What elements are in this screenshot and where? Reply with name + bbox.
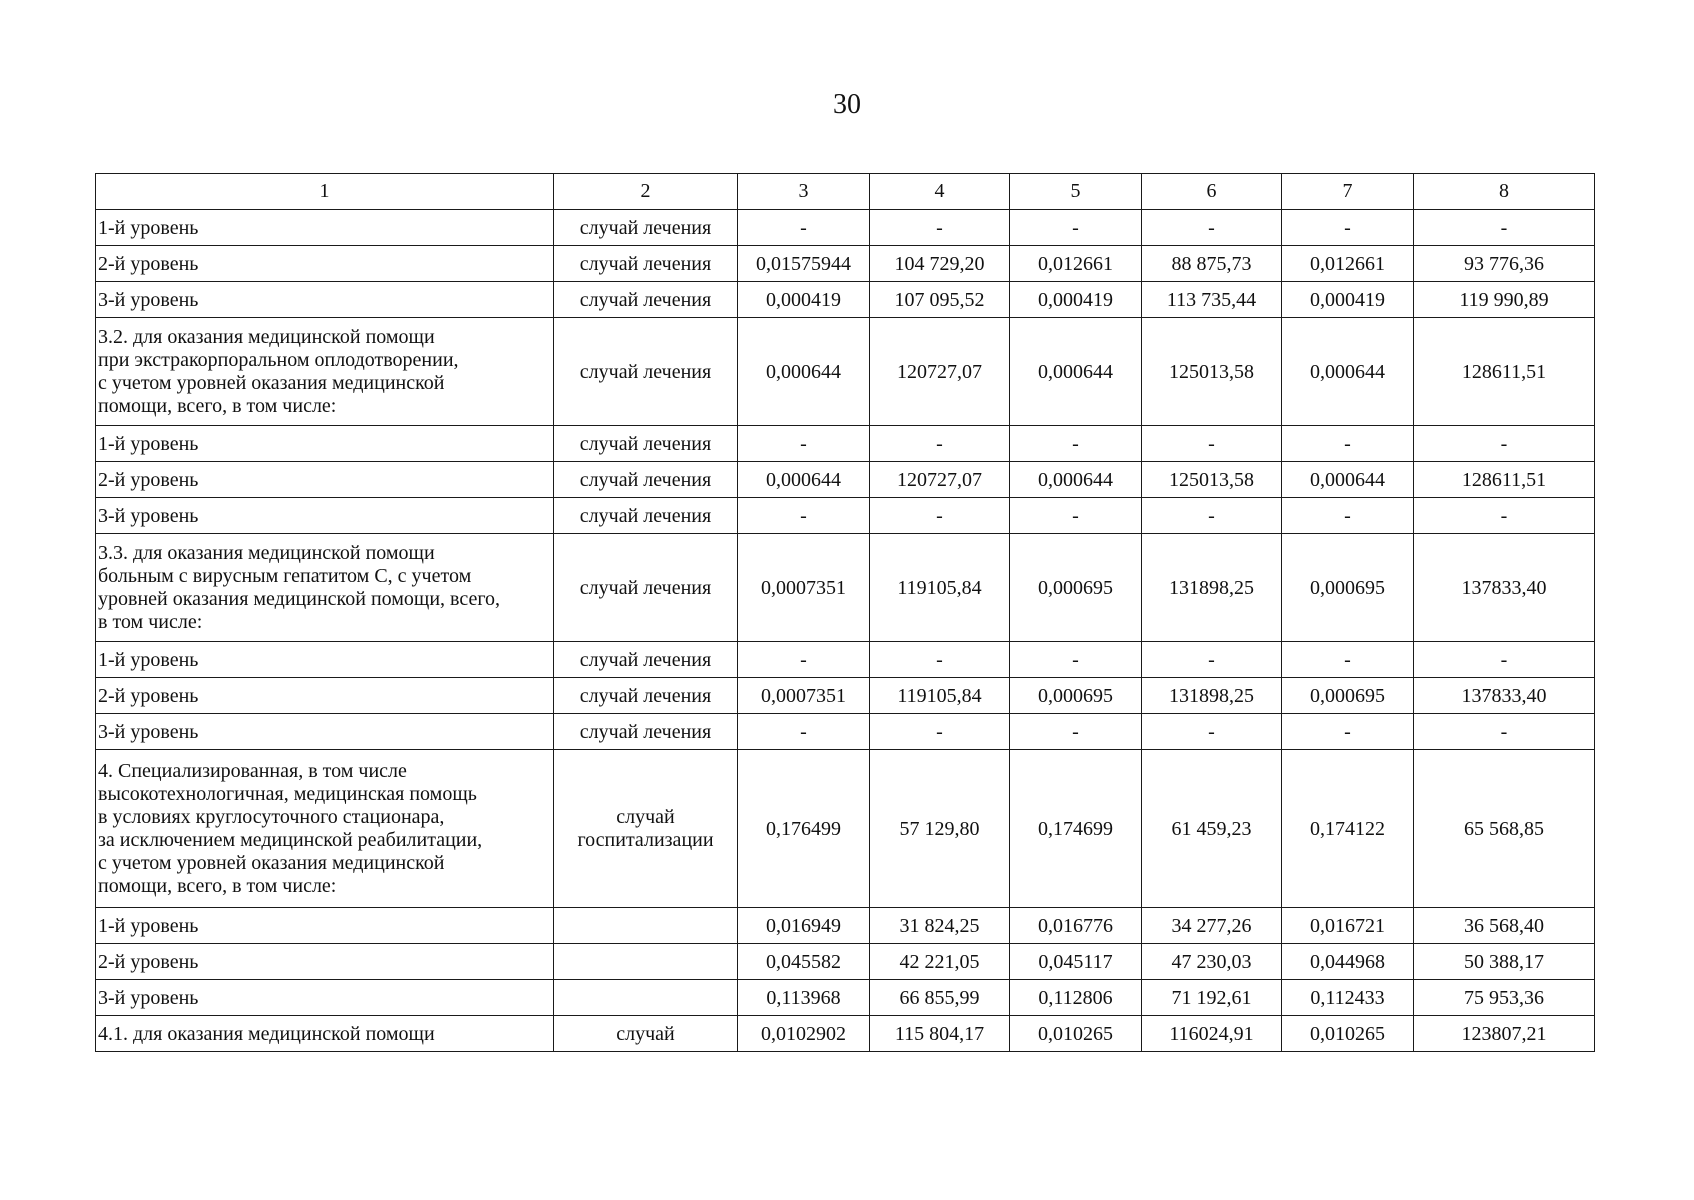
unit-cell: случай лечения xyxy=(554,534,738,642)
value-cell-col-7: 0,016721 xyxy=(1282,908,1414,944)
value-cell-col-5: - xyxy=(1010,210,1142,246)
value-cell-col-5: - xyxy=(1010,498,1142,534)
value-cell-col-3: 0,0007351 xyxy=(738,534,870,642)
value-cell-col-8: 93 776,36 xyxy=(1414,246,1595,282)
value-cell-col-6: - xyxy=(1142,642,1282,678)
header-cell-1: 1 xyxy=(96,174,554,210)
row-label-cell: 1-й уровень xyxy=(96,908,554,944)
value-cell-col-5: 0,112806 xyxy=(1010,980,1142,1016)
table-row xyxy=(96,908,1595,944)
value-cell-col-5: 0,010265 xyxy=(1010,1016,1142,1052)
unit-cell: случай лечения xyxy=(554,210,738,246)
table-row xyxy=(96,462,1595,498)
value-cell-col-6: - xyxy=(1142,714,1282,750)
header-cell-8: 8 xyxy=(1414,174,1595,210)
row-label-cell: 3-й уровень xyxy=(96,282,554,318)
value-cell-col-8: 128611,51 xyxy=(1414,318,1595,426)
header-cell-5: 5 xyxy=(1010,174,1142,210)
value-cell-col-3: 0,000644 xyxy=(738,462,870,498)
value-cell-col-7: 0,044968 xyxy=(1282,944,1414,980)
unit-cell: случай лечения xyxy=(554,318,738,426)
table-row xyxy=(96,750,1595,908)
value-cell-col-6: 125013,58 xyxy=(1142,318,1282,426)
value-cell-col-3: - xyxy=(738,714,870,750)
header-cell-3: 3 xyxy=(738,174,870,210)
value-cell-col-5: 0,012661 xyxy=(1010,246,1142,282)
table-row xyxy=(96,498,1595,534)
row-label-cell: 3-й уровень xyxy=(96,980,554,1016)
header-cell-2: 2 xyxy=(554,174,738,210)
value-cell-col-6: - xyxy=(1142,210,1282,246)
table-row xyxy=(96,318,1595,426)
value-cell-col-7: 0,012661 xyxy=(1282,246,1414,282)
row-label-cell: 3-й уровень xyxy=(96,714,554,750)
unit-cell: случай лечения xyxy=(554,282,738,318)
value-cell-col-7: - xyxy=(1282,210,1414,246)
value-cell-col-7: - xyxy=(1282,498,1414,534)
value-cell-col-6: 125013,58 xyxy=(1142,462,1282,498)
row-label-cell: 3.3. для оказания медицинской помощи больным с вирусным гепатитом С, с учетом уровней оказания медицинской помощи, всего, в том числе: xyxy=(96,534,554,642)
value-cell-col-8: - xyxy=(1414,426,1595,462)
value-cell-col-7: - xyxy=(1282,642,1414,678)
value-cell-col-3: 0,0102902 xyxy=(738,1016,870,1052)
value-cell-col-8: 75 953,36 xyxy=(1414,980,1595,1016)
value-cell-col-4: 42 221,05 xyxy=(870,944,1010,980)
unit-cell xyxy=(554,944,738,980)
value-cell-col-7: 0,000695 xyxy=(1282,678,1414,714)
value-cell-col-3: 0,000419 xyxy=(738,282,870,318)
row-label-cell: 2-й уровень xyxy=(96,246,554,282)
row-label-cell: 1-й уровень xyxy=(96,210,554,246)
value-cell-col-6: 61 459,23 xyxy=(1142,750,1282,908)
value-cell-col-3: 0,000644 xyxy=(738,318,870,426)
table-row xyxy=(96,642,1595,678)
value-cell-col-4: 31 824,25 xyxy=(870,908,1010,944)
value-cell-col-3: 0,016949 xyxy=(738,908,870,944)
value-cell-col-4: 115 804,17 xyxy=(870,1016,1010,1052)
value-cell-col-7: 0,000419 xyxy=(1282,282,1414,318)
value-cell-col-6: 88 875,73 xyxy=(1142,246,1282,282)
value-cell-col-6: - xyxy=(1142,426,1282,462)
value-cell-col-8: - xyxy=(1414,498,1595,534)
value-cell-col-6: 113 735,44 xyxy=(1142,282,1282,318)
table-row xyxy=(96,980,1595,1016)
unit-cell: случай госпитализации xyxy=(554,750,738,908)
value-cell-col-5: - xyxy=(1010,642,1142,678)
value-cell-col-6: - xyxy=(1142,498,1282,534)
value-cell-col-8: - xyxy=(1414,210,1595,246)
value-cell-col-3: - xyxy=(738,426,870,462)
table-row xyxy=(96,246,1595,282)
value-cell-col-3: - xyxy=(738,498,870,534)
value-cell-col-8: 36 568,40 xyxy=(1414,908,1595,944)
table-row xyxy=(96,1016,1595,1052)
value-cell-col-5: 0,000695 xyxy=(1010,678,1142,714)
value-cell-col-5: 0,000644 xyxy=(1010,318,1142,426)
value-cell-col-8: - xyxy=(1414,714,1595,750)
value-cell-col-8: 137833,40 xyxy=(1414,678,1595,714)
value-cell-col-4: - xyxy=(870,210,1010,246)
value-cell-col-5: - xyxy=(1010,714,1142,750)
value-cell-col-5: 0,000695 xyxy=(1010,534,1142,642)
value-cell-col-4: 57 129,80 xyxy=(870,750,1010,908)
row-label-cell: 1-й уровень xyxy=(96,426,554,462)
table-row xyxy=(96,944,1595,980)
table-body xyxy=(96,174,1595,1052)
unit-cell xyxy=(554,980,738,1016)
value-cell-col-3: - xyxy=(738,210,870,246)
table-row xyxy=(96,534,1595,642)
value-cell-col-5: 0,045117 xyxy=(1010,944,1142,980)
value-cell-col-4: 119105,84 xyxy=(870,534,1010,642)
value-cell-col-4: 119105,84 xyxy=(870,678,1010,714)
value-cell-col-3: 0,176499 xyxy=(738,750,870,908)
value-cell-col-6: 71 192,61 xyxy=(1142,980,1282,1016)
unit-cell: случай лечения xyxy=(554,714,738,750)
value-cell-col-6: 116024,91 xyxy=(1142,1016,1282,1052)
unit-cell: случай лечения xyxy=(554,246,738,282)
row-label-cell: 4. Специализированная, в том числе высокотехнологичная, медицинская помощь в условиях круглосуточного стационара, за исключением медицинской реабилитации, с учетом уровней оказания медицинской помощи, всего, в том числе: xyxy=(96,750,554,908)
table-row xyxy=(96,678,1595,714)
value-cell-col-3: 0,0007351 xyxy=(738,678,870,714)
header-row xyxy=(96,174,1595,210)
value-cell-col-6: 47 230,03 xyxy=(1142,944,1282,980)
value-cell-col-6: 34 277,26 xyxy=(1142,908,1282,944)
table-row xyxy=(96,210,1595,246)
header-cell-4: 4 xyxy=(870,174,1010,210)
value-cell-col-7: - xyxy=(1282,426,1414,462)
value-cell-col-7: 0,000644 xyxy=(1282,462,1414,498)
unit-cell: случай лечения xyxy=(554,678,738,714)
value-cell-col-4: 120727,07 xyxy=(870,462,1010,498)
value-cell-col-7: 0,000695 xyxy=(1282,534,1414,642)
value-cell-col-5: - xyxy=(1010,426,1142,462)
row-label-cell: 3.2. для оказания медицинской помощи при экстракорпоральном оплодотворении, с учетом уровней оказания медицинской помощи, всего, в том числе: xyxy=(96,318,554,426)
value-cell-col-4: 66 855,99 xyxy=(870,980,1010,1016)
value-cell-col-5: 0,174699 xyxy=(1010,750,1142,908)
value-cell-col-8: 50 388,17 xyxy=(1414,944,1595,980)
value-cell-col-7: 0,010265 xyxy=(1282,1016,1414,1052)
unit-cell: случай лечения xyxy=(554,498,738,534)
unit-cell: случай xyxy=(554,1016,738,1052)
value-cell-col-4: 104 729,20 xyxy=(870,246,1010,282)
header-cell-6: 6 xyxy=(1142,174,1282,210)
value-cell-col-4: 107 095,52 xyxy=(870,282,1010,318)
value-cell-col-3: - xyxy=(738,642,870,678)
value-cell-col-7: - xyxy=(1282,714,1414,750)
unit-cell: случай лечения xyxy=(554,642,738,678)
value-cell-col-7: 0,112433 xyxy=(1282,980,1414,1016)
value-cell-col-6: 131898,25 xyxy=(1142,678,1282,714)
unit-cell: случай лечения xyxy=(554,426,738,462)
page-number: 30 xyxy=(833,89,861,120)
value-cell-col-5: 0,000419 xyxy=(1010,282,1142,318)
value-cell-col-4: - xyxy=(870,714,1010,750)
table-row xyxy=(96,714,1595,750)
unit-cell: случай лечения xyxy=(554,462,738,498)
value-cell-col-8: 119 990,89 xyxy=(1414,282,1595,318)
table-row xyxy=(96,426,1595,462)
value-cell-col-4: - xyxy=(870,498,1010,534)
unit-cell xyxy=(554,908,738,944)
value-cell-col-5: 0,016776 xyxy=(1010,908,1142,944)
row-label-cell: 3-й уровень xyxy=(96,498,554,534)
value-cell-col-6: 131898,25 xyxy=(1142,534,1282,642)
table-row xyxy=(96,282,1595,318)
tariff-table xyxy=(95,173,1595,1052)
value-cell-col-7: 0,174122 xyxy=(1282,750,1414,908)
value-cell-col-3: 0,045582 xyxy=(738,944,870,980)
row-label-cell: 2-й уровень xyxy=(96,678,554,714)
value-cell-col-7: 0,000644 xyxy=(1282,318,1414,426)
value-cell-col-4: - xyxy=(870,642,1010,678)
row-label-cell: 2-й уровень xyxy=(96,944,554,980)
value-cell-col-3: 0,01575944 xyxy=(738,246,870,282)
value-cell-col-8: 123807,21 xyxy=(1414,1016,1595,1052)
value-cell-col-8: 137833,40 xyxy=(1414,534,1595,642)
value-cell-col-3: 0,113968 xyxy=(738,980,870,1016)
value-cell-col-8: 65 568,85 xyxy=(1414,750,1595,908)
row-label-cell: 2-й уровень xyxy=(96,462,554,498)
value-cell-col-4: 120727,07 xyxy=(870,318,1010,426)
value-cell-col-8: - xyxy=(1414,642,1595,678)
value-cell-col-5: 0,000644 xyxy=(1010,462,1142,498)
header-cell-7: 7 xyxy=(1282,174,1414,210)
row-label-cell: 1-й уровень xyxy=(96,642,554,678)
value-cell-col-4: - xyxy=(870,426,1010,462)
row-label-cell: 4.1. для оказания медицинской помощи xyxy=(96,1016,554,1052)
value-cell-col-8: 128611,51 xyxy=(1414,462,1595,498)
